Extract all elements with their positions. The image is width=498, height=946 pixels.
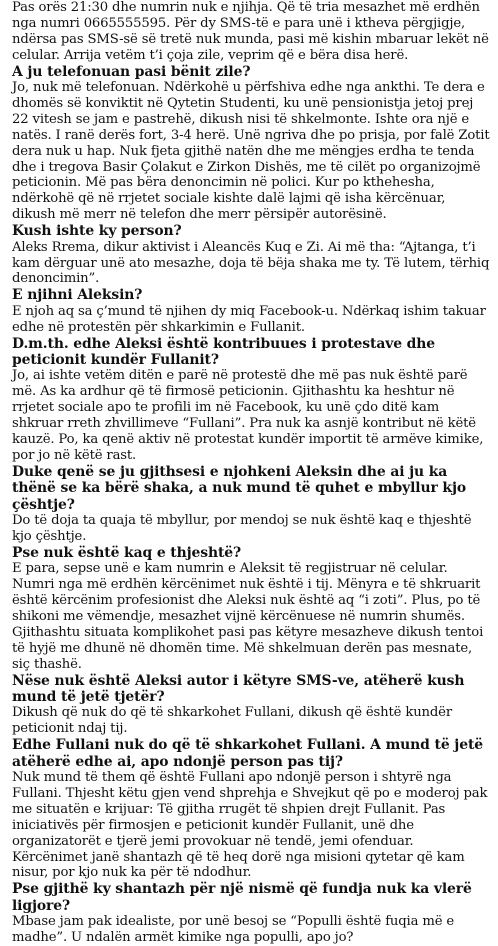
interview-question: Duke qenë se ju gjithsesi e njohkeni Aleksin dhe ai ju ka thënë se ka bërë shaka, a nuk mund të quhet e mbyllur kjo çështje?: [12, 463, 467, 513]
interview-answer: E para, sepse unë e kam numrin e Aleksit të regjistruar në celular. Numri nga më erdhën kërcënimet nuk është i tij. Mënyra e të shkruarit është kërcënim profesionist dhe Aleksi nuk është aq “i zoti”. Plus, po të shikoni me vëmendje, mesazhet vijnë kërcënuese në numrin shumës. Gjithashtu situata komplikohet pasi pas këtyre mesazheve dikush tentoi të hyjë me dhunë në dhomën time. Më shkelmuan derën pas mesnate, siç thashë.: [12, 561, 484, 672]
interview-answer: Mbase jam pak idealiste, por unë besoj se “Populli është fuqia më e madhe”. U ndalën armët kimike nga populli, apo jo?: [12, 914, 455, 946]
interview-question: Pse gjithë ky shantazh për një nismë që fundja nuk ka vlerë ligjore?: [12, 881, 472, 914]
interview-question: Pse nuk është kaq e thjeshtë?: [12, 544, 242, 561]
interview-question: E njihni Aleksin?: [12, 287, 143, 304]
interview-question: Kush ishte ky person?: [12, 223, 182, 240]
interview-answer: Aleks Rrema, dikur aktivist i Aleancës Kuq e Zi. Ai më tha: “Ajtanga, t’i kam dërguar unë ato mesazhe, doja të bëja shaka me ty. Të lutem, tërhiq denoncimin”.: [12, 239, 490, 287]
interview-answer: Do të doja ta quaja të mbyllur, por mendoj se nuk është kaq e thjeshtë kjo çështje.: [12, 513, 472, 544]
interview-answer: Nuk mund të them që është Fullani apo ndonjë person i shtyrë nga Fullani. Thjesht këtu gjen vend shprehja e Shvejkut që po e moderoj pak me situatën e krijuar: Të gjitha rrugët të shpien drejt Fullanit. Pas iniciativës për firmosjen e peticionit kundër Fullanit, unë dhe organizatorët e tjerë jemi provokuar në tendë, jemi ofenduar. Kërcënimet janë shantazh që të heq dorë nga misioni qytetar që kam nisur, por kjo nuk ka për të ndodhur.: [12, 770, 488, 881]
interview-question: A ju telefonuan pasi bënit zile?: [12, 63, 251, 80]
interview-answer: E njoh aq sa ç’mund të njihen dy miq Facebook-u. Ndërkaq ishim takuar edhe në protestën për shkarkimin e Fullanit.: [12, 303, 486, 335]
interview-question: Edhe Fullani nuk do që të shkarkohet Fullani. A mund të jetë atëherë edhe ai, apo ndonjë person pas tij?: [12, 737, 484, 770]
interview-question: D.m.th. edhe Aleksi është kontribuues i protestave dhe peticionit kundër Fullanit?: [12, 335, 436, 368]
interview-answer: Jo, ai ishte vetëm ditën e parë në protestë dhe më pas nuk është parë më. As ka ardhur që të firmosë peticionin. Gjithashtu ka heshtur në rrjetet sociale apo te profili im në Facebook, ku unë çdo ditë kam shkruar rreth zhvillimeve “Fullani”. Pra nuk ka asnjë kontribut në këtë kauzë. Po, ka qenë aktiv në protestat kundër importit të armëve kimike, por jo në këtë rast.: [12, 368, 484, 463]
interview-answer: Pas orës 21:30 dhe numrin nuk e njihja. Që të tria mesazhet më erdhën nga numri 0665555595. Për dy SMS-të e para unë i ktheva përgjigje, ndërsa pas SMS-së së tretë nuk munda, pasi më kishin mbaruar lekët në celular. Arrija vetëm t’i çoja zile, veprim që e bëra disa herë.: [12, 0, 489, 63]
interview-question: Nëse nuk është Aleksi autor i këtyre SMS-ve, atëherë kush mund të jetë tjetër?: [12, 672, 465, 705]
interview-answer: Dikush që nuk do që të shkarkohet Fullani, dikush që është kundër peticionit ndaj tij.: [12, 705, 452, 737]
interview-answer: Jo, nuk më telefonuan. Ndërkohë u përfshiva edhe nga ankthi. Te dera e dhomës së konviktit në Qytetin Studenti, ku unë pensionistja jetoj prej 22 vitesh se jam e pastrehë, dikush nisi të shkelmonte. Ishte ora një e natës. I ranë derës fort, 3-4 herë. Unë ngriva dhe po prisja, por falë Zotit dera nuk u hap. Nuk fjeta gjithë natën dhe me mëngjes erdha te tenda dhe i tregova Basir Çolakut e Zirkon Dishës, me të cilët po organizojmë peticionin. Më pas bëra denoncimin në polici. Kur po kthehesha, ndërkohë që në rrjetet sociale kishte dalë lajmi që isha kërcënuar, dikush më merr në telefon dhe merr përsipër autorësinë.: [12, 80, 490, 223]
